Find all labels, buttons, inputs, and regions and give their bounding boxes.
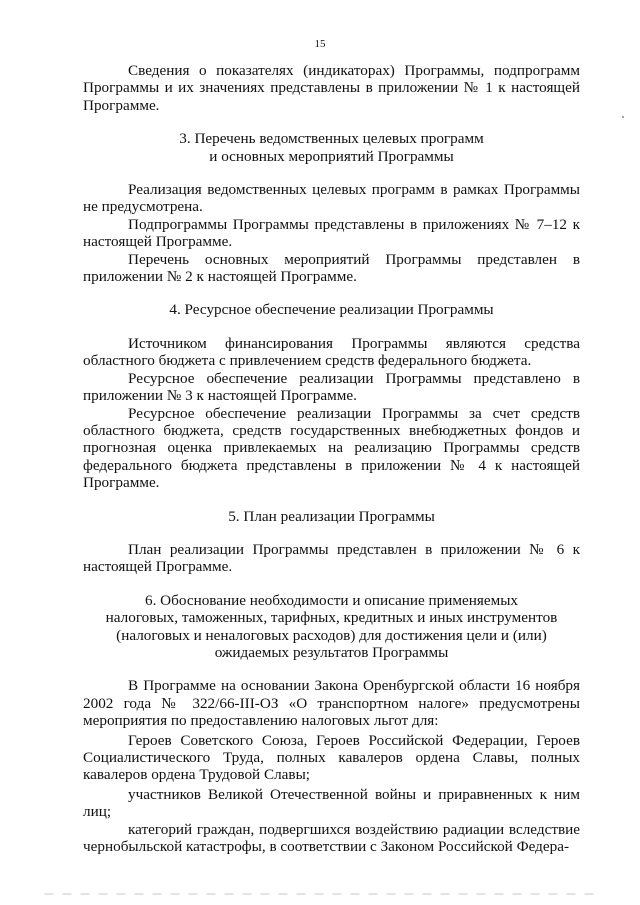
paragraph: Подпрограммы Программы представлены в приложениях № 7–12 к настоящей Программе. — [83, 215, 580, 251]
paragraph: В Программе на основании Закона Оренбургской области 16 ноября 2002 года № 322/66-III-ОЗ «О транспортном налоге» предусмотрены мероприятия по предоставлению налоговых льгот для: — [83, 677, 580, 730]
paragraph: Сведения о показателях (индикаторах) Программы, подпрограмм Программы и их значениях представлены в приложении № 1 к настоящей Программе. — [83, 62, 580, 114]
paragraph: Источником финансирования Программы являются средства областного бюджета с привлечением средств федерального бюджета. — [83, 334, 580, 370]
heading-line: и основных мероприятий Программы — [209, 147, 454, 165]
paragraph: категорий граждан, подвергшихся воздействию радиации вследствие чернобыльской катастрофы, в соответствии с Законом Российской Федера- — [83, 820, 580, 856]
scan-speck — [622, 116, 624, 118]
section-heading-5 — [83, 508, 580, 525]
paragraph: участников Великой Отечественной войны и приравненных к ним лиц; — [83, 785, 580, 821]
heading-line: (налоговых и неналоговых расходов) для достижения цели и (или) — [116, 626, 547, 644]
paragraph: Героев Советского Союза, Героев Российской Федерации, Героев Социалистического Труда, полных кавалеров ордена Славы, полных кавалеров ордена Трудовой Славы; — [83, 731, 580, 784]
heading-line: налоговых, таможенных, тарифных, кредитных и иных инструментов — [105, 609, 558, 627]
paragraph: Ресурсное обеспечение реализации Программы за счет средств областного бюджета, средств государственных внебюджетных фондов и прогнозная оценка привлекаемых на реализацию Программы средств федерального бюджета представлены в приложении № 4 к настоящей Программе. — [83, 404, 580, 492]
section-heading-6 — [83, 592, 580, 662]
heading-line: 3. Перечень ведомственных целевых программ — [179, 130, 484, 148]
heading-line: ожидаемых результатов Программы — [214, 643, 449, 661]
paragraph: Реализация ведомственных целевых программ в рамках Программы не предусмотрена. — [83, 181, 580, 216]
heading-line: 4. Ресурсное обеспечение реализации Программы — [169, 301, 494, 319]
page-number: 15 — [314, 38, 326, 50]
scan-edge-artifact — [40, 893, 600, 895]
heading-line: 6. Обоснование необходимости и описание применяемых — [144, 591, 519, 609]
section-heading-3 — [83, 130, 580, 165]
heading-line: 5. План реализации Программы — [228, 507, 435, 525]
paragraph: План реализации Программы представлен в приложении № 6 к настоящей Программе. — [83, 540, 580, 576]
section-heading-4 — [83, 301, 580, 318]
paragraph: Ресурсное обеспечение реализации Программы представлено в приложении № 3 к настоящей Программе. — [83, 369, 580, 405]
document-body — [83, 62, 580, 855]
paragraph: Перечень основных мероприятий Программы представлен в приложении № 2 к настоящей Программе. — [83, 250, 580, 286]
